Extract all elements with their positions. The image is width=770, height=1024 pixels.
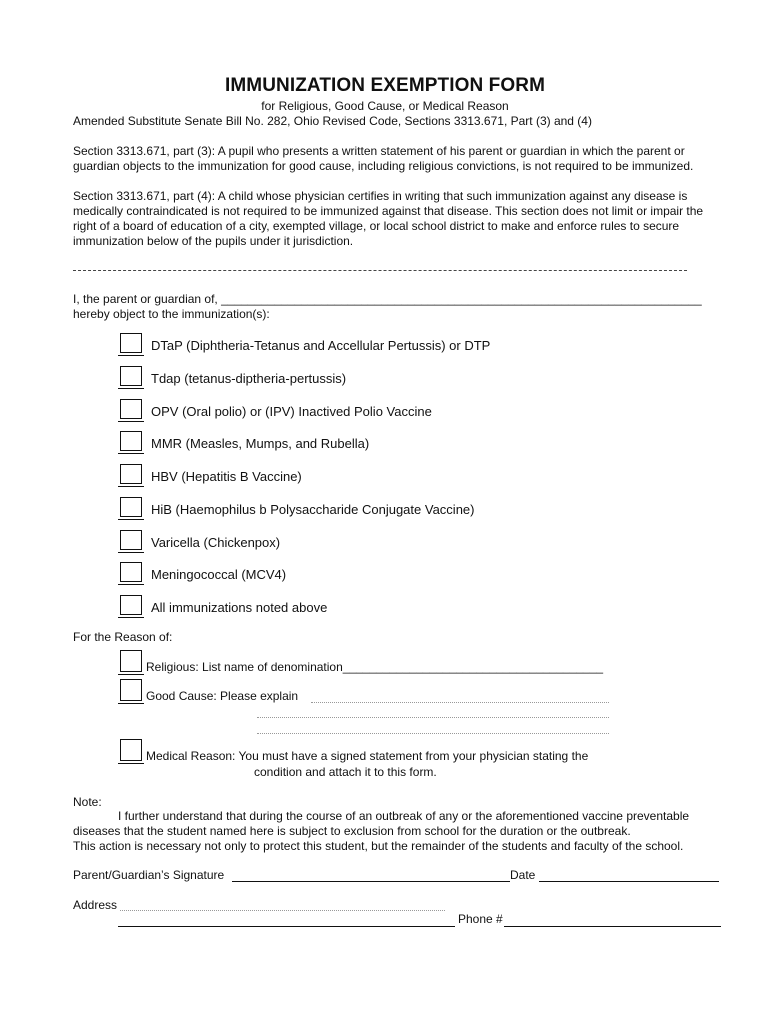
note-heading: Note: (73, 795, 102, 809)
vaccine-item-all (118, 592, 327, 618)
medical-label: Medical Reason: You must have a signed statement from your physician stating the (146, 749, 589, 763)
checkbox[interactable] (118, 333, 144, 356)
vaccine-item-dtap (118, 330, 490, 356)
vaccine-label: MMR (Measles, Mumps, and Rubella) (151, 436, 370, 451)
vaccine-label: HiB (Haemophilus b Polysaccharide Conjugate Vaccine) (151, 502, 475, 517)
good-cause-explain-line-2[interactable] (257, 717, 609, 718)
checkbox[interactable] (118, 739, 144, 764)
checkbox[interactable] (118, 366, 144, 389)
vaccine-label: All immunizations noted above (151, 600, 328, 615)
form-title: IMMUNIZATION EXEMPTION FORM (224, 75, 546, 96)
vaccine-item-hbv (118, 461, 302, 487)
signature-field[interactable] (232, 869, 510, 882)
checkbox[interactable] (118, 497, 144, 520)
address-label: Address (73, 898, 118, 912)
object-statement: hereby object to the immunization(s): (73, 307, 270, 321)
checkbox[interactable] (118, 650, 144, 675)
reason-heading: For the Reason of: (73, 630, 173, 644)
checkbox[interactable] (118, 530, 144, 553)
date-label: Date (510, 868, 536, 882)
parent-guardian-line[interactable]: I, the parent or guardian of, ________________________________________________________________________ (73, 292, 702, 306)
vaccine-label: Meningococcal (MCV4) (151, 567, 287, 582)
section-divider (73, 270, 687, 271)
checkbox[interactable] (118, 399, 144, 422)
vaccine-label: DTaP (Diphtheria-Tetanus and Accellular Pertussis) or DTP (151, 338, 491, 353)
note-line-2: diseases that the student named here is subject to exclusion from school for the duration or the outbreak. (73, 824, 631, 838)
vaccine-label: HBV (Hepatitis B Vaccine) (151, 469, 302, 484)
good-cause-explain-line-3[interactable] (257, 733, 609, 734)
checkbox[interactable] (118, 595, 144, 618)
good-cause-label: Good Cause: Please explain (146, 689, 299, 703)
signature-label: Parent/Guardian’s Signature (73, 868, 225, 882)
religious-label[interactable]: Religious: List name of denomination_______________________________________ (146, 660, 604, 674)
reason-religious (118, 650, 603, 675)
section-3-paragraph: Section 3313.671, part (3): A pupil who presents a written statement of his parent or guardian in which the parent or guardian objects to the immunization for good cause, including religious convictions, is not required to be immunized. (73, 144, 694, 173)
vaccine-label: Tdap (tetanus-diptheria-pertussis) (151, 371, 347, 386)
date-field[interactable] (539, 869, 719, 882)
checkbox[interactable] (118, 562, 144, 585)
good-cause-explain-line-1[interactable] (311, 702, 609, 703)
section-4-paragraph: Section 3313.671, part (4): A child whose physician certifies in writing that such immunization against any disease is medically contraindicated is not required to be immunized against that disease. This section does not limit or impair the right of a board of education of a city, exempted village, or local school district to make and enforce rules to secure immunization below of the pupils under it jurisdiction. (73, 189, 704, 248)
note-line-1: I further understand that during the course of an outbreak of any or the aforementioned vaccine preventable (118, 809, 690, 823)
vaccine-label: Varicella (Chickenpox) (151, 535, 281, 550)
checkbox[interactable] (118, 679, 144, 704)
address-field-line-1[interactable] (120, 910, 445, 911)
vaccine-item-mmr (118, 428, 369, 454)
vaccine-item-tdap (118, 363, 346, 389)
bill-reference: Amended Substitute Senate Bill No. 282, Ohio Revised Code, Sections 3313.671, Part (3) and (4) (73, 114, 592, 128)
medical-label-continued: condition and attach it to this form. (254, 765, 437, 779)
vaccine-item-hib (118, 494, 474, 520)
address-field-line-2[interactable] (118, 914, 455, 927)
vaccine-item-polio (118, 396, 432, 422)
reason-medical (118, 739, 588, 764)
phone-label: Phone # (458, 912, 503, 926)
vaccine-label: OPV (Oral polio) or (IPV) Inactived Polio Vaccine (151, 404, 432, 419)
vaccine-item-varicella (118, 527, 280, 553)
checkbox[interactable] (118, 431, 144, 454)
form-subtitle: for Religious, Good Cause, or Medical Reason (261, 99, 509, 113)
checkbox[interactable] (118, 464, 144, 487)
note-line-3: This action is necessary not only to protect this student, but the remainder of the students and faculty of the school. (73, 839, 684, 853)
reason-good-cause (118, 679, 298, 704)
vaccine-item-meningococcal (118, 559, 286, 585)
phone-field[interactable] (504, 914, 721, 927)
